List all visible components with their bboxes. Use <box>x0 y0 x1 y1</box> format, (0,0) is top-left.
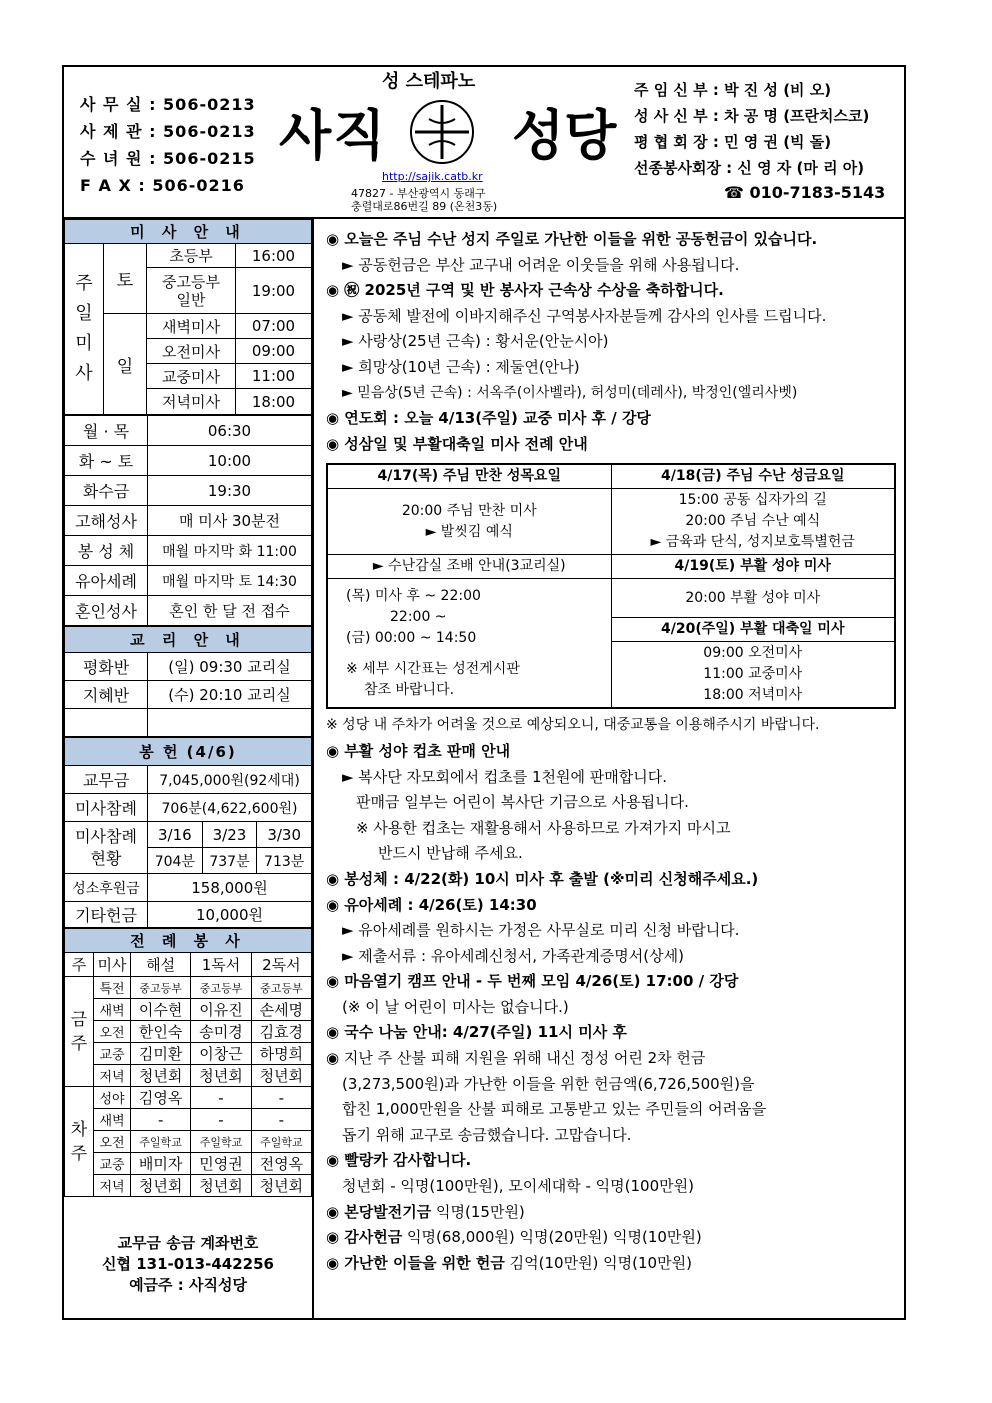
schedule-header: 4/19(토) 부활 성야 미사 <box>611 555 895 579</box>
liturgy-role: 주일학교 <box>131 1131 191 1153</box>
bank-account-number: 신협 131-013-442256 <box>102 1255 274 1273</box>
contact-phone: ☎ 010-7183-5143 <box>724 183 886 202</box>
class-name: 평화반 <box>65 653 148 681</box>
office-phone: 사 무 실 : 506-0213 <box>80 95 256 114</box>
empty-cell <box>148 709 312 737</box>
fund-value: 익명(15만원) <box>431 1202 525 1221</box>
schedule-line: 참조 바랍니다. <box>364 681 455 698</box>
schedule-line: 20:00 주님 만찬 미사 <box>401 502 537 519</box>
this-week-label: 금 주 <box>65 977 94 1087</box>
contact-list <box>80 91 256 199</box>
fax-number: F A X : 506-0216 <box>80 176 245 195</box>
offering-value: 158,000원 <box>148 874 312 902</box>
mass-attendance-label: 미사참례 현황 <box>65 822 148 874</box>
notice-communion: ◉ 봉성체 : 4/22(화) 10시 미사 후 출발 (※미리 신청해주세요.) <box>326 869 759 888</box>
next-week-label: 차 주 <box>65 1087 94 1197</box>
weekday-label: 화수금 <box>65 476 148 506</box>
saturday-label: 토 <box>104 244 147 314</box>
liturgy-role: 청년회 <box>131 1065 191 1087</box>
church-logo-icon <box>407 97 477 167</box>
bank-account-holder: 예금주 : 사직성당 <box>129 1276 247 1294</box>
column-divider <box>312 219 314 1320</box>
mass-time: 07:00 <box>236 314 312 339</box>
pastor: 주 임 신 부 : 박 진 성 (비 오) <box>634 81 832 99</box>
liturgy-header: 1독서 <box>191 953 251 977</box>
liturgy-role: 이창근 <box>191 1043 251 1065</box>
liturgy-mass: 오전 <box>94 1021 131 1043</box>
offering-label: 기타헌금 <box>65 902 148 928</box>
weekday-table <box>64 415 312 626</box>
weekday-label: 화 ~ 토 <box>65 446 148 476</box>
schedule-line: (금) 00:00 ~ 14:50 <box>346 629 477 646</box>
offering-section-title: 봉 헌 (4/6) <box>65 738 312 766</box>
notice-triduum: ◉ 성삼일 및 부활대축일 미사 전례 안내 <box>326 434 588 453</box>
offering-value: 7,045,000원(92세대) <box>148 766 312 794</box>
weekday-label: 고해성사 <box>65 506 148 536</box>
mass-time: 16:00 <box>236 244 312 268</box>
council-president: 평 협 회 장 : 민 영 권 (빅 돌) <box>634 133 832 151</box>
liturgy-mass: 교중 <box>94 1153 131 1175</box>
schedule-line: 11:00 교중미사 <box>703 666 803 683</box>
notice-detail: ► 유아세례를 원하시는 가정은 사무실로 미리 신청 바랍니다. <box>342 921 740 940</box>
liturgy-role: 김효경 <box>251 1021 311 1043</box>
website-link[interactable]: http://sajik.catb.kr <box>382 170 483 183</box>
schedule-line: 18:00 저녁미사 <box>703 687 803 704</box>
weekday-value: 매월 마지막 토 14:30 <box>148 566 312 596</box>
assistant-priest: 성 사 신 부 : 차 공 명 (프란치스코) <box>634 107 870 125</box>
liturgy-mass: 저녁 <box>94 1065 131 1087</box>
notice-detail: (※ 이 날 어린이 미사는 없습니다.) <box>342 997 569 1016</box>
mass-section-title: 미 사 안 내 <box>65 220 312 244</box>
notice-detail: ► 제출서류 : 유아세례신청서, 가족관계증명서(상세) <box>342 946 684 965</box>
schedule-cell: 20:00 부활 성야 미사 <box>611 579 895 618</box>
mass-name: 저녁미사 <box>147 389 236 415</box>
liturgy-role: 이수현 <box>131 999 191 1021</box>
notice-detail: ※ 사용한 컵초는 재활용해서 사용하므로 가져가지 마시고 <box>356 818 731 837</box>
liturgy-section-title: 전 례 봉 사 <box>65 929 312 953</box>
attendance-count: 713분 <box>257 848 312 874</box>
liturgy-role: 한인숙 <box>131 1021 191 1043</box>
notice-thanks-offering <box>326 1225 906 1251</box>
weekday-label: 봉 성 체 <box>65 536 148 566</box>
liturgy-role: 김미환 <box>131 1043 191 1065</box>
class-name: 지혜반 <box>65 681 148 709</box>
thanks-value: 익명(68,000원) 익명(20만원) 익명(10만원) <box>402 1228 702 1247</box>
mass-schedule-table <box>64 219 312 415</box>
church-name-right: 성당 <box>512 104 617 167</box>
notice-wildfire: ◉ 지난 주 산불 피해 지원을 위해 내신 정성 어린 2차 헌금 <box>326 1049 706 1068</box>
empty-cell <box>65 709 148 737</box>
sunday-label: 일 <box>104 314 147 415</box>
liturgy-table <box>64 928 312 1197</box>
notice-fund <box>326 1200 906 1226</box>
notice-detail: ► 공동헌금은 부산 교구내 어려운 이웃들을 위해 사용됩니다. <box>342 255 740 274</box>
doctrine-table <box>64 626 312 737</box>
mass-name: 중고등부 일반 <box>147 268 236 314</box>
schedule-line: (목) 미사 후 ~ 22:00 <box>346 587 481 604</box>
liturgy-role: 주일학교 <box>191 1131 251 1153</box>
rectory-phone: 사 제 관 : 506-0213 <box>80 122 256 141</box>
attendance-date: 3/30 <box>257 822 312 848</box>
liturgy-role: 송미경 <box>191 1021 251 1043</box>
class-time: (수) 20:10 교리실 <box>148 681 312 709</box>
notice-detail: ► 공동체 발전에 이바지해주신 구역봉사자분들께 감사의 인사를 드립니다. <box>342 306 827 325</box>
notice-thanks: ◉ 빨랑카 감사합니다. <box>326 1151 472 1170</box>
notice-detail: ► 희망상(10년 근속) : 제둘연(안나) <box>342 357 580 376</box>
left-column <box>64 219 312 1197</box>
notice-detail: 돕기 위해 교구로 송금했습니다. 고맙습니다. <box>342 1125 632 1144</box>
sunday-mass-label: 주 일 미 사 <box>65 244 104 415</box>
attendance-count: 704분 <box>148 848 203 874</box>
mass-name: 교중미사 <box>147 364 236 389</box>
liturgy-role: 청년회 <box>191 1175 251 1197</box>
liturgy-role: - <box>131 1109 191 1131</box>
weekday-value: 06:30 <box>148 416 312 446</box>
notice-detail: 판매금 일부는 어린이 복사단 기금으로 사용됩니다. <box>356 793 689 812</box>
schedule-header: 4/20(주일) 부활 대축일 미사 <box>611 618 895 642</box>
schedule-header: 4/18(금) 주님 수난 성금요일 <box>611 464 895 489</box>
notice-candle: ◉ 부활 성야 컵초 판매 안내 <box>326 741 511 760</box>
liturgy-role: 손세명 <box>251 999 311 1021</box>
liturgy-role: 이유진 <box>191 999 251 1021</box>
liturgy-mass: 저녁 <box>94 1175 131 1197</box>
notice-baptism: ◉ 유아세례 : 4/26(토) 14:30 <box>326 895 537 914</box>
liturgy-mass: 오전 <box>94 1131 131 1153</box>
class-time: (일) 09:30 교리실 <box>148 653 312 681</box>
liturgy-header: 미사 <box>94 953 131 977</box>
offering-value: 10,000원 <box>148 902 312 928</box>
poor-value: 김억(10만원) 익명(10만원) <box>504 1253 692 1272</box>
mass-time: 19:00 <box>236 268 312 314</box>
liturgy-role: 하명희 <box>251 1043 311 1065</box>
schedule-line: 20:00 주님 수난 예식 <box>685 513 821 530</box>
liturgy-mass: 성야 <box>94 1087 131 1109</box>
notice-detail: ► 믿음상(5년 근속) : 서옥주(이사벨라), 허성미(데레사), 박정인(엘리사벳) <box>342 384 798 401</box>
schedule-cell <box>611 642 895 709</box>
offering-value: 706분(4,622,600원) <box>148 794 312 822</box>
mass-time: 18:00 <box>236 389 312 415</box>
staff-list <box>634 77 869 181</box>
notice-noodles: ◉ 국수 나눔 안내: 4/27(주일) 11시 미사 후 <box>326 1023 627 1042</box>
liturgy-role: 배미자 <box>131 1153 191 1175</box>
notice-detail: ► 복사단 자모회에서 컵초를 1천원에 판매합니다. <box>342 767 667 786</box>
liturgy-role: - <box>251 1109 311 1131</box>
liturgy-mass: 새벽 <box>94 999 131 1021</box>
liturgy-mass: 교중 <box>94 1043 131 1065</box>
liturgy-role: 중고등부 <box>131 977 191 999</box>
liturgy-role: 민영권 <box>191 1153 251 1175</box>
offering-label: 교무금 <box>65 766 148 794</box>
mass-time: 09:00 <box>236 339 312 364</box>
offering-label: 미사참례 <box>65 794 148 822</box>
bank-account-info <box>64 1233 312 1296</box>
convent-phone: 수 녀 원 : 506-0215 <box>80 149 256 168</box>
schedule-line: ※ 세부 시간표는 성전게시판 <box>346 660 520 677</box>
funeral-service-president: 선종봉사회장 : 신 영 자 (마 리 아) <box>634 159 865 177</box>
weekday-label: 유아세례 <box>65 566 148 596</box>
mass-name: 초등부 <box>147 244 236 268</box>
mass-time: 11:00 <box>236 364 312 389</box>
attendance-count: 737분 <box>202 848 257 874</box>
liturgy-role: - <box>191 1109 251 1131</box>
triduum-schedule-table <box>326 463 896 709</box>
news-column <box>326 227 906 1276</box>
liturgy-header: 2독서 <box>251 953 311 977</box>
liturgy-role: 청년회 <box>191 1065 251 1087</box>
schedule-line: 22:00 ~ <box>390 608 447 625</box>
liturgy-role: 김영옥 <box>131 1087 191 1109</box>
liturgy-role: 중고등부 <box>191 977 251 999</box>
weekday-value: 매월 마지막 화 11:00 <box>148 536 312 566</box>
notice-poor-offering <box>326 1251 906 1277</box>
schedule-cell <box>327 489 611 555</box>
poor-title: ◉ 가난한 이들을 위한 헌금 <box>326 1253 505 1272</box>
liturgy-role: 청년회 <box>251 1175 311 1197</box>
mass-name: 새벽미사 <box>147 314 236 339</box>
liturgy-header: 주 <box>65 953 94 977</box>
notice-detail: 청년회 - 익명(100만원), 모이세대학 - 익명(100만원) <box>342 1177 694 1196</box>
notice-offering: ◉ 오늘은 주님 수난 성지 주일로 가난한 이들을 위한 공동헌금이 있습니다. <box>326 230 818 248</box>
liturgy-role: - <box>191 1087 251 1109</box>
schedule-line: ► 금육과 단식, 성지보호특별헌금 <box>650 534 855 551</box>
weekday-value: 10:00 <box>148 446 312 476</box>
weekday-value: 19:30 <box>148 476 312 506</box>
liturgy-header: 해설 <box>131 953 191 977</box>
liturgy-role: 중고등부 <box>251 977 311 999</box>
schedule-cell <box>611 489 895 555</box>
notice-memorial: ◉ 연도회 : 오늘 4/13(주일) 교중 미사 후 / 강당 <box>326 409 651 428</box>
offering-label: 성소후원금 <box>65 874 148 902</box>
church-address <box>351 187 497 213</box>
address-line-2: 충렬대로86번길 89 (온천3동) <box>351 200 498 213</box>
doctrine-section-title: 교 리 안 내 <box>65 627 312 653</box>
schedule-cell: ► 수난감실 조배 안내(3교리실) <box>327 555 611 579</box>
schedule-line: 09:00 오전미사 <box>703 645 803 662</box>
liturgy-role: - <box>251 1087 311 1109</box>
thanks-title: ◉ 감사헌금 <box>326 1228 403 1247</box>
liturgy-role: 주일학교 <box>251 1131 311 1153</box>
header <box>64 67 904 219</box>
fund-title: ◉ 본당발전기금 <box>326 1202 432 1221</box>
notice-detail: ► 사랑상(25년 근속) : 황서운(안눈시아) <box>342 332 609 351</box>
liturgy-role: 전영옥 <box>251 1153 311 1175</box>
schedule-line: ► 발씻김 예식 <box>425 523 513 540</box>
weekday-value: 매 미사 30분전 <box>148 506 312 536</box>
schedule-header: 4/17(목) 주님 만찬 성목요일 <box>327 464 611 489</box>
church-name-left: 사직 <box>279 104 388 167</box>
church-patron: 성 스테파노 <box>382 71 476 92</box>
notice-award: ◉ ㊗ 2025년 구역 및 반 봉사자 근속상 수상을 축하합니다. <box>326 281 724 300</box>
schedule-line: 15:00 공동 십자가의 길 <box>678 492 827 509</box>
offering-table <box>64 737 312 928</box>
bank-title: 교무금 송금 계좌번호 <box>117 1234 259 1252</box>
notice-detail: 합친 1,000만원을 산불 피해로 고통받고 있는 주민들의 어려움을 <box>342 1100 767 1119</box>
bulletin-frame <box>62 65 906 1320</box>
notice-parking: ※ 성당 내 주차가 어려울 것으로 예상되오니, 대중교통을 이용해주시기 바랍니다. <box>326 717 820 734</box>
liturgy-role: 청년회 <box>131 1175 191 1197</box>
address-line-1: 47827 - 부산광역시 동래구 <box>351 187 486 200</box>
schedule-cell <box>327 579 611 709</box>
weekday-label: 혼인성사 <box>65 596 148 626</box>
mass-name: 오전미사 <box>147 339 236 364</box>
notice-detail: 반드시 반납해 주세요. <box>378 844 523 863</box>
notice-detail: (3,273,500원)과 가난한 이들을 위한 헌금액(6,726,500원)을 <box>342 1074 755 1093</box>
liturgy-mass: 특전 <box>94 977 131 999</box>
attendance-date: 3/16 <box>148 822 203 848</box>
liturgy-mass: 새벽 <box>94 1109 131 1131</box>
weekday-label: 월 · 목 <box>65 416 148 446</box>
notice-camp: ◉ 마음열기 캠프 안내 - 두 번째 모임 4/26(토) 17:00 / 강당 <box>326 972 739 991</box>
weekday-value: 혼인 한 달 전 접수 <box>148 596 312 626</box>
liturgy-role: 청년회 <box>251 1065 311 1087</box>
attendance-date: 3/23 <box>202 822 257 848</box>
